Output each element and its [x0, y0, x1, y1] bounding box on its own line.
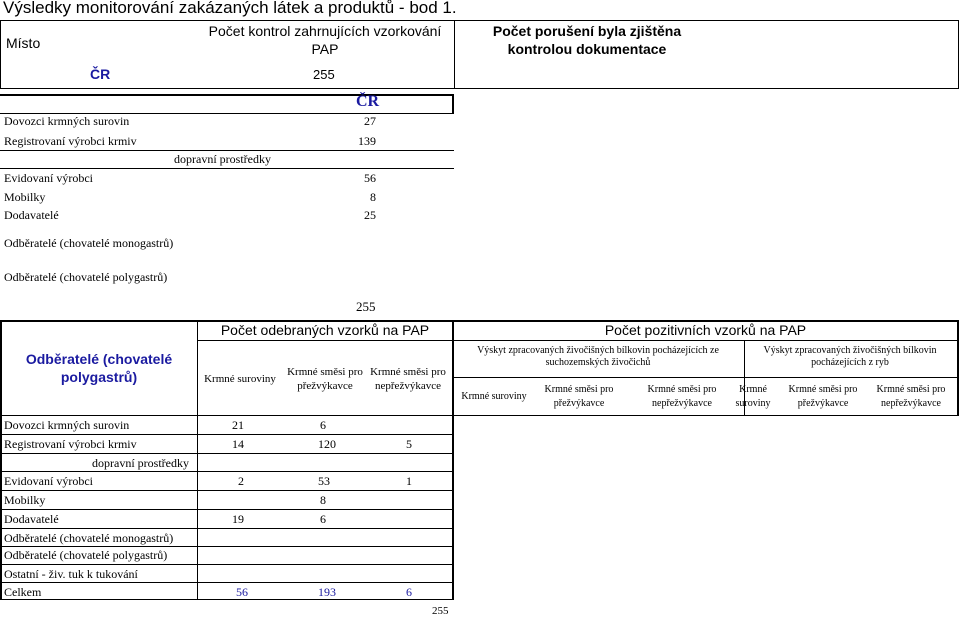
pos-sub-header: Krmné směsi pro přežvýkavce — [788, 384, 858, 409]
mid-header: ČR — [356, 93, 380, 110]
bottom-row-label: Odběratelé (chovatelé monogastrů) — [4, 531, 174, 545]
bottom-cell: 5 — [406, 437, 412, 451]
mid-extra-row: Odběratelé (chovatelé monogastrů) — [4, 236, 174, 250]
bottom-label-header: Odběratelé (chovatelé polygastrů) — [25, 351, 173, 385]
bottom-cell: 19 — [232, 512, 244, 526]
positive-header: Počet pozitivních vzorků na PAP — [604, 322, 807, 338]
bottom-cell: 6 — [320, 512, 326, 526]
mid-total: 255 — [356, 299, 376, 314]
bottom-row-label: Dodavatelé — [4, 512, 59, 526]
sub-header: Krmné směsi pro nepřežvýkavce — [370, 366, 446, 392]
bottom-row-label: Ostatní - živ. tuk k tukování — [4, 567, 138, 581]
row-cr-value: 255 — [313, 67, 335, 82]
bottom-cell: 8 — [320, 493, 326, 507]
pos-sub-header: Krmné směsi pro přežvýkavce — [544, 384, 614, 409]
mid-row-label: Dodavatelé — [4, 208, 59, 222]
bottom-row-label: dopravní prostředky — [92, 456, 189, 470]
col-place-header: Místo — [6, 35, 41, 51]
grand-total: 255 — [432, 605, 449, 617]
page-title: Výsledky monitorování zakázaných látek a produktů - bod 1. — [3, 0, 457, 17]
mid-row-value: 27 — [364, 114, 376, 128]
mid-row-value: 56 — [364, 171, 376, 185]
bottom-row-label: Odběratelé (chovatelé polygastrů) — [4, 548, 168, 562]
bottom-row-label: Mobilky — [4, 493, 46, 507]
bottom-cell: 2 — [238, 474, 244, 488]
mid-row-value: 8 — [370, 190, 376, 204]
bottom-cell: 120 — [318, 437, 336, 451]
pos-sub-header: Krmné směsi pro nepřežvýkavce — [647, 384, 717, 409]
bottom-row-label: Registrovaní výrobci krmiv — [4, 437, 137, 451]
pos-group2-header: Výskyt zpracovaných živočišných bílkovin pocházejících z ryb — [763, 345, 937, 368]
bottom-cell: 1 — [406, 474, 412, 488]
sub-header: Krmné směsi pro přežvýkavce — [287, 366, 363, 392]
bottom-cell: 14 — [232, 437, 244, 451]
bottom-cell: 53 — [318, 474, 330, 488]
bottom-total-cell: 6 — [406, 585, 412, 599]
sub-header: Krmné suroviny — [204, 373, 276, 385]
mid-row-label: dopravní prostředky — [174, 152, 271, 166]
mid-extra-row: Odběratelé (chovatelé polygastrů) — [4, 270, 168, 284]
pos-group1-header: Výskyt zpracovaných živočišných bílkovin pocházejících ze suchozemských živočichů — [477, 345, 719, 368]
mid-row-label: Evidovaní výrobci — [4, 171, 93, 185]
mid-row-value: 139 — [358, 134, 376, 148]
pos-sub-header: Krmné suroviny — [461, 391, 527, 402]
pos-sub-header: Krmné směsi pro nepřežvýkavce — [876, 384, 946, 409]
pos-sub-header: Krmné suroviny — [735, 384, 771, 409]
col-controls-header: Počet kontrol zahrnujících vzorkování PAP — [208, 23, 442, 57]
bottom-cell: 6 — [320, 418, 326, 432]
bottom-total-cell: 56 — [236, 585, 248, 599]
bottom-row-label: Dovozci krmných surovin — [4, 418, 130, 432]
col-violations-header: Počet porušení byla zjištěna kontrolou dokumentace — [492, 23, 682, 57]
mid-row-label: Dovozci krmných surovin — [4, 114, 130, 128]
mid-row-label: Registrovaní výrobci krmiv — [4, 134, 137, 148]
bottom-row-label: Celkem — [4, 585, 42, 599]
bottom-cell: 21 — [232, 418, 244, 432]
row-cr-label: ČR — [90, 66, 111, 82]
mid-row-value: 25 — [364, 208, 376, 222]
samples-header: Počet odebraných vzorků na PAP — [220, 322, 430, 338]
mid-row-label: Mobilky — [4, 190, 46, 204]
bottom-row-label: Evidovaní výrobci — [4, 474, 93, 488]
bottom-total-cell: 193 — [318, 585, 336, 599]
